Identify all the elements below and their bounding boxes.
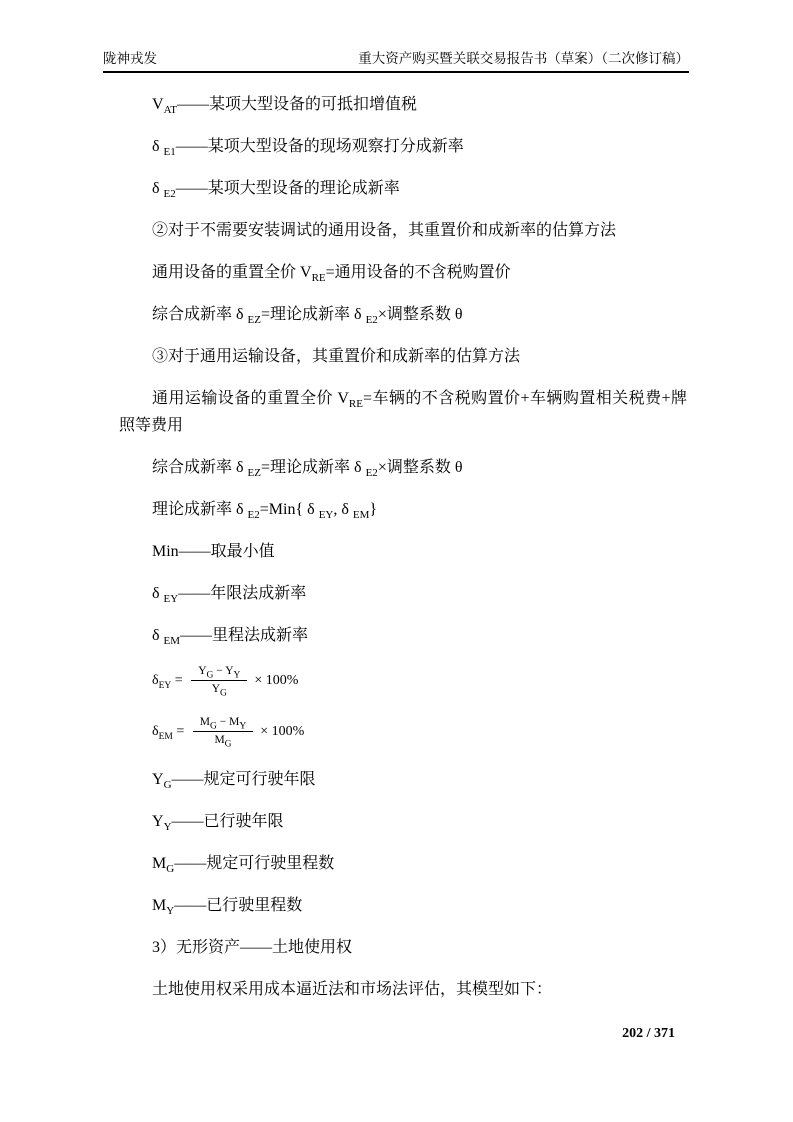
text-run: 综合成新率 δ bbox=[152, 306, 248, 323]
text-run: = bbox=[172, 723, 188, 739]
fraction-numerator bbox=[193, 715, 253, 732]
text-run: ③对于通用运输设备，其重置价和成新率的估算方法 bbox=[152, 348, 521, 365]
text-run: 3）无形资产——土地使用权 bbox=[152, 939, 353, 956]
text-run: =理论成新率 δ bbox=[261, 306, 366, 323]
text-run: ——已行驶年限 bbox=[171, 813, 284, 830]
text-run: V bbox=[152, 96, 164, 113]
text-run: ——某项大型设备的理论成新率 bbox=[175, 180, 400, 197]
text-run: 理论成新率 δ bbox=[152, 501, 248, 518]
text-run: Y bbox=[163, 821, 172, 834]
text-run: E2 bbox=[163, 188, 176, 201]
text-run: δ bbox=[152, 180, 164, 197]
document-body bbox=[119, 91, 687, 1018]
text-run: RE bbox=[348, 398, 363, 411]
text-run: Y bbox=[239, 721, 247, 732]
text-run: Y bbox=[152, 813, 164, 830]
paragraph bbox=[119, 934, 687, 961]
text-run: Y bbox=[198, 665, 207, 677]
text-run: RE bbox=[311, 272, 326, 285]
equation bbox=[119, 715, 687, 748]
paragraph bbox=[119, 91, 687, 118]
paragraph bbox=[119, 766, 687, 793]
text-run: δ bbox=[152, 585, 164, 602]
text-run: × 100% bbox=[254, 672, 299, 688]
page-footer bbox=[622, 1026, 675, 1042]
text-run: EZ bbox=[247, 314, 261, 327]
text-run: 通用运输设备的重置全价 V bbox=[152, 390, 349, 407]
text-run: =通用设备的不含税购置价 bbox=[325, 264, 511, 281]
text-run: G bbox=[166, 863, 175, 876]
paragraph bbox=[119, 301, 687, 328]
text-run: δ bbox=[152, 627, 164, 644]
text-run: δ bbox=[152, 138, 164, 155]
header-company-name: 陇神戎发 bbox=[103, 51, 157, 66]
text-run: δ bbox=[152, 723, 159, 739]
paragraph bbox=[119, 580, 687, 607]
text-run: EM bbox=[163, 635, 181, 648]
text-run: =车辆的不含税购置价+车辆购置相关税费+牌照等费用 bbox=[119, 390, 687, 434]
text-run: M bbox=[229, 716, 240, 728]
paragraph bbox=[119, 850, 687, 877]
text-run: M bbox=[214, 734, 225, 746]
text-run: EY bbox=[318, 509, 334, 522]
paragraph bbox=[119, 808, 687, 835]
text-run: δ bbox=[152, 672, 159, 688]
paragraph bbox=[119, 976, 687, 1003]
paragraph bbox=[119, 538, 687, 565]
text-run: ×调整系数 θ bbox=[377, 306, 463, 323]
paragraph bbox=[119, 217, 687, 244]
text-run: ——里程法成新率 bbox=[180, 627, 309, 644]
text-run: =Min{ δ bbox=[259, 501, 319, 518]
text-run: ——年限法成新率 bbox=[178, 585, 307, 602]
equation-lhs bbox=[152, 724, 188, 740]
text-run: 综合成新率 δ bbox=[152, 459, 248, 476]
equation-rhs bbox=[260, 724, 304, 740]
fraction-denominator bbox=[214, 732, 231, 748]
text-run: Y bbox=[166, 905, 175, 918]
text-run: − bbox=[216, 716, 230, 728]
header-document-title: 重大资产购买暨关联交易报告书（草案）（二次修订稿） bbox=[358, 51, 689, 66]
text-run: ——某项大型设备的可抵扣增值税 bbox=[177, 96, 418, 113]
text-run: EM bbox=[158, 731, 173, 742]
text-run: ——规定可行驶年限 bbox=[171, 771, 316, 788]
paragraph bbox=[119, 892, 687, 919]
text-run: 通用设备的重置全价 V bbox=[152, 264, 312, 281]
paragraph bbox=[119, 496, 687, 523]
text-run: G bbox=[210, 721, 217, 732]
equation-lhs bbox=[152, 673, 186, 689]
text-run: Y bbox=[233, 670, 241, 681]
text-run: ——已行驶里程数 bbox=[174, 897, 303, 914]
fraction bbox=[191, 664, 247, 697]
text-run: , δ bbox=[333, 501, 353, 518]
text-run: E2 bbox=[365, 314, 378, 327]
text-run: ——某项大型设备的现场观察打分成新率 bbox=[175, 138, 464, 155]
text-run: × 100% bbox=[260, 723, 305, 739]
text-run: G bbox=[224, 739, 232, 750]
fraction-numerator bbox=[191, 664, 247, 681]
text-run: EY bbox=[158, 680, 172, 691]
paragraph bbox=[119, 133, 687, 160]
text-run: G bbox=[163, 779, 172, 792]
text-run: G bbox=[206, 670, 214, 681]
text-run: EM bbox=[352, 509, 370, 522]
text-run: E1 bbox=[163, 146, 176, 159]
text-run: M bbox=[199, 716, 210, 728]
text-run: } bbox=[369, 501, 378, 518]
fraction bbox=[193, 715, 253, 748]
text-run: M bbox=[152, 897, 167, 914]
page-header bbox=[103, 50, 689, 73]
text-run: M bbox=[152, 855, 167, 872]
text-run: G bbox=[220, 688, 227, 699]
text-run: − bbox=[213, 665, 226, 677]
equation bbox=[119, 664, 687, 697]
text-run: Min——取最小值 bbox=[152, 543, 275, 560]
paragraph bbox=[119, 175, 687, 202]
text-run: E2 bbox=[365, 467, 378, 480]
paragraph bbox=[119, 454, 687, 481]
text-run: AT bbox=[163, 104, 178, 117]
equation-rhs bbox=[254, 673, 298, 689]
text-run: ②对于不需要安装调试的通用设备，其重置价和成新率的估算方法 bbox=[152, 222, 617, 239]
text-run: 土地使用权采用成本逼近法和市场法评估，其模型如下： bbox=[152, 981, 553, 998]
paragraph bbox=[119, 259, 687, 286]
text-run: EZ bbox=[247, 467, 261, 480]
paragraph bbox=[119, 343, 687, 370]
page-number: 202 / 371 bbox=[622, 1026, 675, 1041]
text-run: ×调整系数 θ bbox=[377, 459, 463, 476]
paragraph bbox=[119, 622, 687, 649]
text-run: = bbox=[171, 672, 187, 688]
paragraph bbox=[119, 385, 687, 439]
fraction-denominator bbox=[212, 681, 227, 697]
text-run: Y bbox=[225, 665, 234, 677]
text-run: Y bbox=[211, 683, 220, 695]
text-run: =理论成新率 δ bbox=[261, 459, 366, 476]
text-run: ——规定可行驶里程数 bbox=[174, 855, 335, 872]
text-run: EY bbox=[163, 593, 179, 606]
text-run: Y bbox=[152, 771, 164, 788]
text-run: E2 bbox=[247, 509, 260, 522]
